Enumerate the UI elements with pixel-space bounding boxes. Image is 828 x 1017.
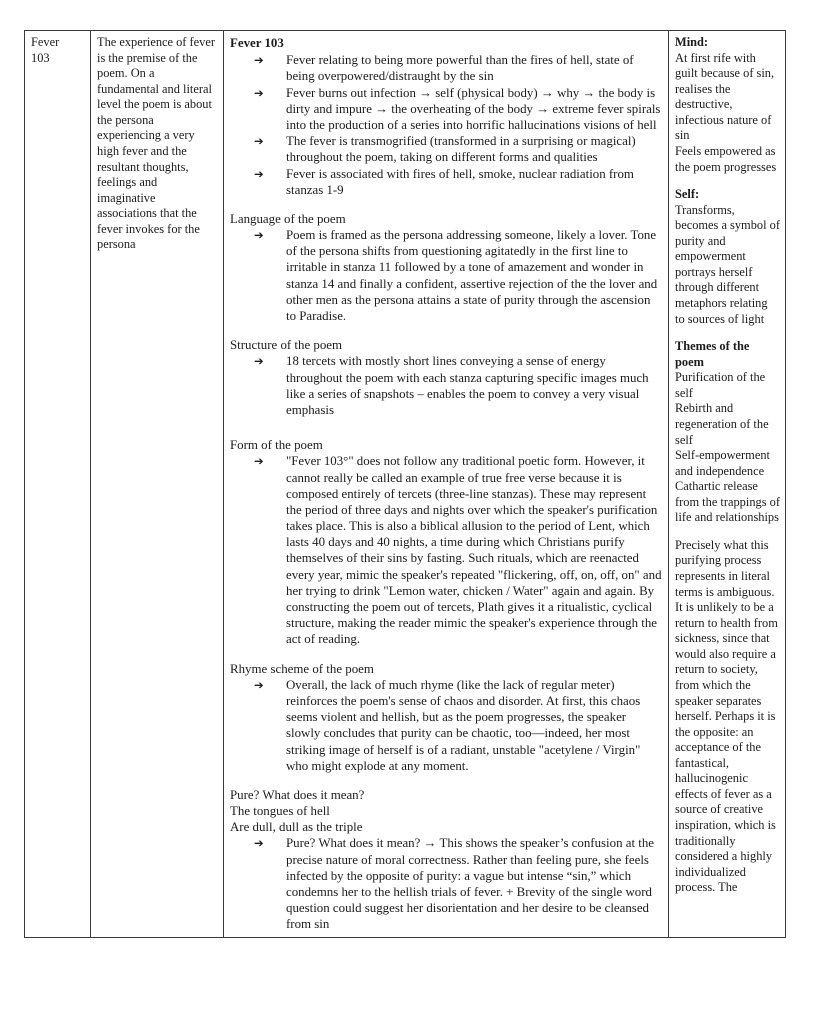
list-item — [230, 677, 663, 774]
cell-side-notes — [669, 31, 786, 938]
premise-text: The experience of fever is the premise of the poem. On a fundamental and literal level the poem is about the persona experiencing a very high fever and the resultant thoughts, feelings and imaginative associations that the fever invokes for the persona — [97, 35, 215, 252]
arrow-bullet-icon: ➔ — [254, 53, 264, 68]
side-text-self-1: Transforms, becomes a symbol of purity and empowerment portrays herself through different metaphors relating to sources of light — [675, 202, 780, 326]
spacer — [230, 648, 663, 661]
arrow-bullet-icon: ➔ — [254, 677, 264, 692]
list-item-text: Fever burns out infection → self (physical body) → why → the body is dirty and impure → the overheating of the body → extreme fever spirals into the production of a series into horrific hallucinations visions of hell — [286, 85, 661, 132]
arrow-bullet-icon: ➔ — [254, 85, 264, 100]
poem-title-line-2: 103 — [31, 50, 50, 65]
list-item-text: Overall, the lack of much rhyme (like the lack of regular meter) reinforces the poem's sense of chaos and disorder. At first, this chaos seems violent and hellish, but as the poem progresses, the speaker slowly concludes that purity can be chaotic, too—indeed, her most striking image of herself is of a radiant, unstable "acetylene / Virgin" who might explode at any moment. — [286, 677, 641, 773]
side-text-closing: Precisely what this purifying process represents in literal terms is ambiguous. It is unlikely to be a return to health from sickness, since that would also require a return to society, from which the speaker separates herself. Perhaps it is the opposite: an acceptance of the fantastical, hallucinogenic effects of fever as a source of creative inspiration, which is traditionally considered a highly individualized process. The — [675, 537, 778, 895]
list-item — [230, 166, 663, 198]
list-item — [230, 353, 663, 418]
cell-poem-title — [25, 31, 91, 938]
list-item-text: Fever is associated with fires of hell, smoke, nuclear radiation from stanzas 1-9 — [286, 166, 634, 197]
side-text-mind-1: At first rife with guilt because of sin, realises the destructive, infectious nature of sin — [675, 50, 775, 143]
side-text-theme-1: Purification of the self — [675, 370, 766, 400]
quote-bullets — [230, 835, 663, 932]
side-heading-mind: Mind: — [675, 35, 709, 49]
main-heading: Fever 103 — [230, 36, 284, 50]
section-bullets-rhyme — [230, 677, 663, 774]
list-item — [230, 227, 663, 324]
list-item-text: The fever is transmogrified (transformed in a surprising or magical) throughout the poem, taking on different forms and qualities — [286, 134, 636, 165]
intro-bullet-list — [230, 52, 663, 198]
cell-main-analysis — [224, 31, 669, 938]
list-item — [230, 835, 663, 932]
list-item-text: Fever relating to being more powerful than the fires of hell, state of being overpowered/distraught by the sin — [286, 53, 634, 84]
section-bullets-structure — [230, 353, 663, 418]
spacer — [230, 324, 663, 337]
section-heading-rhyme: Rhyme scheme of the poem — [230, 661, 374, 676]
list-item — [230, 453, 663, 647]
spacer — [230, 774, 663, 787]
spacer — [675, 327, 780, 339]
spacer — [230, 418, 663, 431]
section-heading-form: Form of the poem — [230, 438, 323, 453]
quote-line-1: Pure? What does it mean? — [230, 787, 365, 802]
list-item — [230, 133, 663, 165]
list-item-text: 18 tercets with mostly short lines conveying a sense of energy throughout the poem with each stanza capturing specific images much like a series of snapshots – enables the poem to convey a very visual emphasis — [286, 354, 649, 417]
arrow-bullet-icon: ➔ — [254, 836, 264, 851]
side-text-theme-2: Rebirth and regeneration of the self — [675, 401, 769, 447]
quote-line-2: The tongues of hell — [230, 804, 330, 819]
arrow-bullet-icon: ➔ — [254, 454, 264, 469]
side-text-mind-2: Feels empowered as the poem progresses — [675, 143, 777, 174]
spacer — [230, 198, 663, 211]
list-item-text: Poem is framed as the persona addressing someone, likely a lover. Tone of the persona shifts from questioning agitatedly in the first line to irritable in stanza 11 followed by a tone of amazement and wonder in stanza 14 and finally a confident, assertive rejection of the the lover and other men as the persona attains a state of purity through the ascension to Paradise. — [286, 228, 658, 323]
notes-table — [24, 30, 786, 938]
table-row — [25, 31, 786, 938]
arrow-bullet-icon: ➔ — [254, 134, 264, 149]
section-bullets-language — [230, 227, 663, 324]
side-text-theme-4: Cathartic release from the trappings of life and relationships — [675, 479, 780, 525]
spacer — [675, 526, 780, 538]
list-item-text: Pure? What does it mean? → This shows the speaker’s confusion at the precise nature of moral correctness. Rather than feeling pure, she feels infected by the opposite of purity: a vague but intense “sin,” which condemns her to the hellish trials of fever. + Brevity of the single word question could suggest her disorientation and her desire to be cleansed from sin — [286, 836, 655, 932]
section-heading-structure: Structure of the poem — [230, 338, 343, 353]
side-text-theme-3: Self-empowerment and independence — [675, 448, 770, 478]
arrow-bullet-icon: ➔ — [254, 166, 264, 181]
side-heading-self: Self: — [675, 187, 700, 202]
side-heading-themes: Themes of the poem — [675, 339, 750, 369]
spacer — [675, 175, 780, 187]
section-bullets-form — [230, 453, 663, 647]
arrow-bullet-icon: ➔ — [254, 354, 264, 369]
cell-premise — [91, 31, 224, 938]
list-item — [230, 52, 663, 84]
list-item-text: "Fever 103°" does not follow any traditional poetic form. However, it cannot really be called an example of true free verse because it is composed entirely of tercets (three-line stanzas). These may represent the period of three days and nights over which the speaker's purification takes place. This is also a biblical allusion to the period of Lent, which lasts 40 days and 40 nights, a time during which Christians purify themselves of their sins by fasting. Such rituals, which are reenacted every year, mimic the speaker's repeated "flickering, off, on, off, on" and her trying to drink "Lemon water, chicken / Water" again and again. By constructing the poem out of tercets, Plath gives it a ritualistic, cyclical structure, making the reader mimic the speaker's experience through the act of reading. — [286, 454, 662, 647]
list-item — [230, 85, 663, 134]
section-heading-language: Language of the poem — [230, 211, 346, 226]
quote-line-3: Are dull, dull as the triple — [230, 820, 363, 835]
poem-title-line-1: Fever — [31, 35, 60, 49]
arrow-bullet-icon: ➔ — [254, 228, 264, 243]
